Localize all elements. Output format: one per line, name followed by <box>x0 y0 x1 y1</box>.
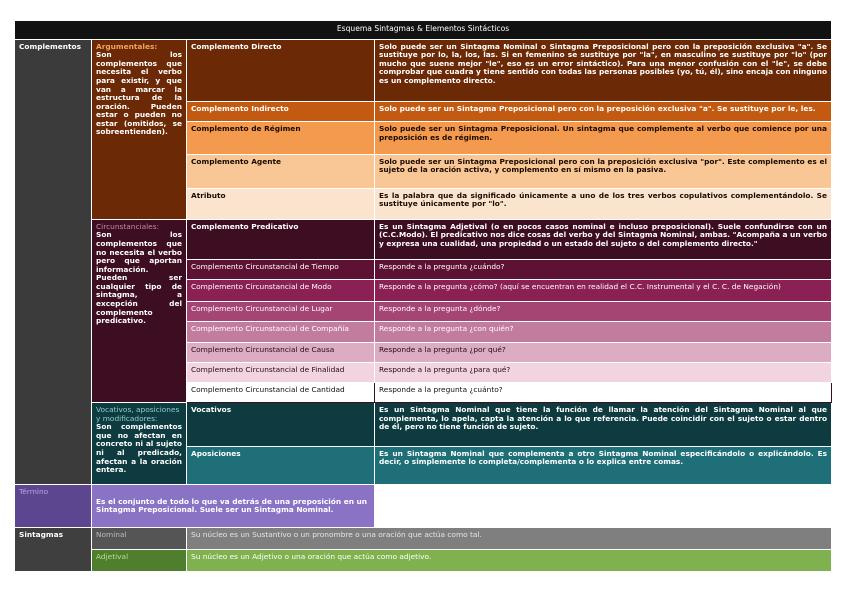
row-regimen-desc: Solo puede ser un Sintagma Preposicional. Un sintagma que complemente al verbo que comience por una preposición es de régimen. <box>375 122 832 154</box>
row-cantidad-desc: Responde a la pregunta ¿cuánto? <box>375 383 832 403</box>
row-tiempo-desc: Responde a la pregunta ¿cuándo? <box>375 260 832 280</box>
row-indirecto-name: Complemento Indirecto <box>187 101 375 122</box>
group-vocativos <box>92 403 187 485</box>
row-vocativos-name: Vocativos <box>187 403 375 447</box>
row-termino-desc: Es el conjunto de todo lo que va detrás de una preposición en un Sintagma Preposicional. Suele ser un Sintagma Nominal. <box>92 484 375 528</box>
row-regimen-name: Complemento de Régimen <box>187 122 375 154</box>
syntax-scheme-table <box>14 20 832 572</box>
row-aposiciones-desc: Es un Sintagma Nominal que complementa a otro Sintagma Nominal especificándolo o explicándolo. Es decir, o simplemente lo completa/complementa o lo explica entre comas. <box>375 446 832 484</box>
group-argumentales <box>92 39 187 219</box>
row-finalidad-desc: Responde a la pregunta ¿para qué? <box>375 362 832 383</box>
row-directo-desc: Solo puede ser un Sintagma Nominal o Sintagma Preposicional pero con la preposición exclusiva "a". Se sustituye por lo, la, los, las. Si en femenino se sustituye por "la", en masculino se sustituye por "lo" (por mucho que suene mejor "le", eso es un error sintáctico). Para una menor confusión con el "le", se debe comprobar que cuadra y tiene sentido con todas las personas posibles (yo, tú, él), sino encaja con ninguno es un complemento directo. <box>375 39 832 101</box>
category-complementos: Complementos <box>15 39 92 484</box>
group-circunstanciales-title: Circunstanciales: <box>96 221 160 231</box>
group-circunstanciales-desc: Son los complementos que no necesita el verbo pero que aportan información. Pueden ser cualquier tipo de sintagma, a excepción del complemento predicativo. <box>96 230 182 326</box>
category-sintagmas: Sintagmas <box>15 528 92 572</box>
row-modo-desc: Responde a la pregunta ¿cómo? (aquí se encuentran en realidad el C.C. Instrumental y el C. C. de Negación) <box>375 279 832 301</box>
group-argumentales-title: Argumentales: <box>96 41 158 51</box>
row-directo-name: Complemento Directo <box>187 39 375 101</box>
row-agente-name: Complemento Agente <box>187 154 375 188</box>
row-predicativo-name: Complemento Predicativo <box>187 219 375 259</box>
row-vocativos-desc: Es un Sintagma Nominal que tiene la función de llamar la atención del Sintagma Nominal al que complementa, lo apela, capta la atención a lo que referencia. Puede coincidir con el sujeto o estar dentro de él, pero no tiene función de sujeto. <box>375 403 832 447</box>
row-adjetival-name: Adjetival <box>92 550 187 572</box>
row-predicativo-desc: Es un Sintagma Adjetival (o en pocos casos nominal e incluso preposicional). Suele confundirse con un (C.C.Modo). El predicativo nos dice cosas del verbo y del Sintagma Nominal, ambas. "Acompaña a un verbo y expresa una cualidad, una propiedad o un estado del sujeto o del complemento directo." <box>375 219 832 259</box>
row-indirecto-desc: Solo puede ser un Sintagma Preposicional pero con la preposición exclusiva "a". Se sustituye por le, les. <box>375 101 832 122</box>
group-circunstanciales <box>92 219 187 402</box>
row-compania-name: Complemento Circunstancial de Compañía <box>187 322 375 343</box>
group-vocativos-desc: Son complementos que no afectan en concreto ni al sujeto ni al predicado, afectan a la oración entera. <box>96 422 182 475</box>
row-tiempo-name: Complemento Circunstancial de Tiempo <box>187 260 375 280</box>
row-causa-desc: Responde a la pregunta ¿por qué? <box>375 343 832 363</box>
row-agente-desc: Solo puede ser un Sintagma Preposicional pero con la preposición exclusiva "por". Este complemento es el sujeto de la oración activa, y complemento en sí mismo en la pasiva. <box>375 154 832 188</box>
row-adjetival-desc: Su núcleo es un Adjetivo o una oración que actúa como adjetivo. <box>187 550 832 572</box>
row-lugar-name: Complemento Circunstancial de Lugar <box>187 301 375 322</box>
row-cantidad-name: Complemento Circunstancial de Cantidad <box>187 383 375 403</box>
row-compania-desc: Responde a la pregunta ¿con quién? <box>375 322 832 343</box>
row-atributo-desc: Es la palabra que da significado únicamente a uno de los tres verbos copulativos complementándolo. Se sustituye únicamente por "lo". <box>375 188 832 219</box>
row-nominal-desc: Su núcleo es un Sustantivo o un pronombre o una oración que actúa como tal. <box>187 528 832 550</box>
row-nominal-name: Nominal <box>92 528 187 550</box>
row-lugar-desc: Responde a la pregunta ¿dónde? <box>375 301 832 322</box>
row-modo-name: Complemento Circunstancial de Modo <box>187 279 375 301</box>
row-atributo-name: Atributo <box>187 188 375 219</box>
group-argumentales-desc: Son los complementos que necesita el verbo para existir, y que van a marcar la estructura de la oración. Pueden estar o pueden no estar (omitidos, se sobreentienden). <box>96 50 182 137</box>
row-causa-name: Complemento Circunstancial de Causa <box>187 343 375 363</box>
sheet-title: Esquema Sintagmas & Elementos Sintácticos <box>15 21 832 40</box>
row-termino-name: Término <box>15 484 92 528</box>
group-vocativos-title: Vocativos, aposiciones y modificadores: <box>96 405 180 423</box>
row-finalidad-name: Complemento Circunstancial de Finalidad <box>187 362 375 383</box>
row-aposiciones-name: Aposiciones <box>187 446 375 484</box>
